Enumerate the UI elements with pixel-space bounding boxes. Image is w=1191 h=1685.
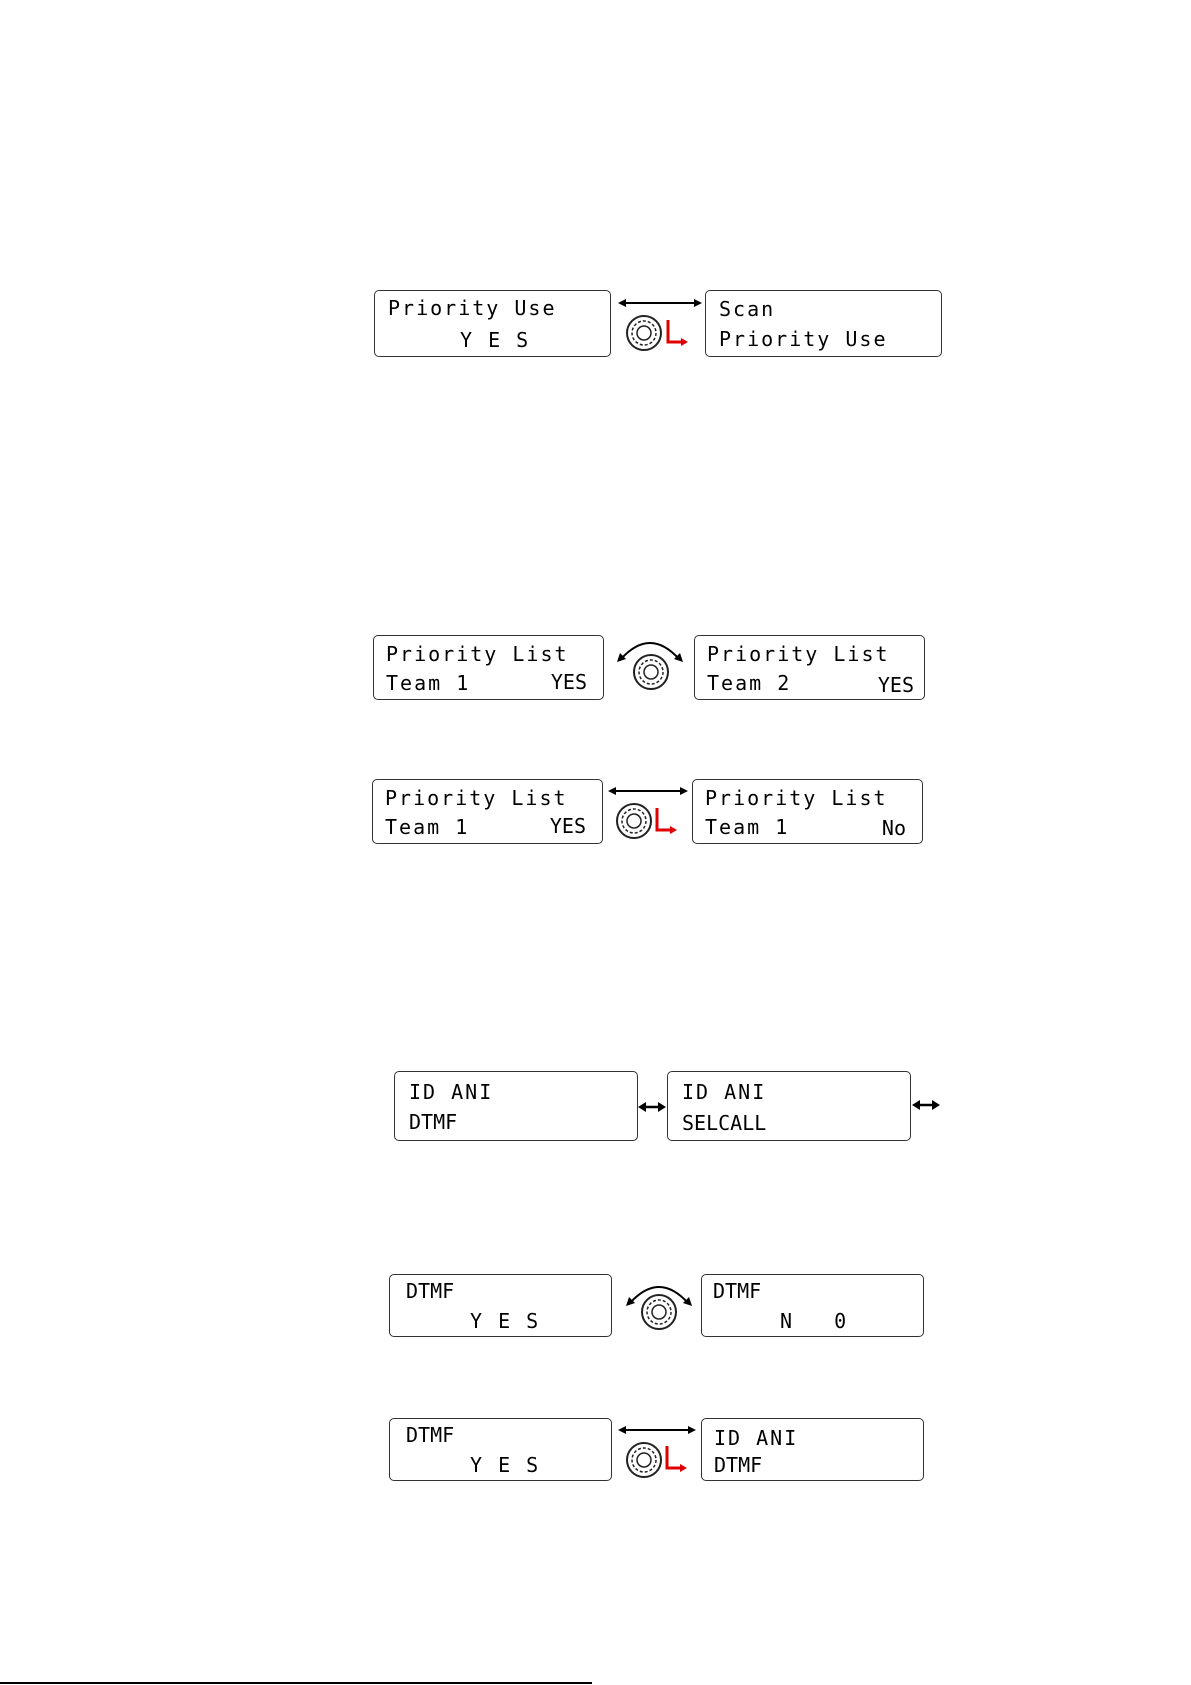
enter-icon (664, 318, 688, 348)
lcd-line1: Priority List (707, 642, 890, 666)
lcd-priority-use-yes (374, 290, 611, 357)
lcd-line2: SELCALL (682, 1111, 767, 1135)
double-arrow-icon (912, 1098, 940, 1112)
double-arrow-icon (618, 296, 702, 310)
lcd-id-ani-dtmf (394, 1071, 638, 1141)
double-arrow-icon (638, 1100, 666, 1114)
lcd-dtmf-yes (389, 1274, 612, 1337)
footnote-rule (0, 1682, 592, 1684)
lcd-line1: DTMF (406, 1279, 455, 1303)
lcd-line2: Priority Use (719, 327, 888, 351)
lcd-scan-priority-use (705, 290, 942, 357)
lcd-dtmf-no (701, 1274, 924, 1337)
lcd-line2: Team 1 (386, 671, 471, 695)
lcd-line2: Team 1 (385, 815, 470, 839)
knob-icon (640, 1293, 678, 1331)
lcd-value: YES (877, 673, 914, 697)
double-arrow-icon (608, 784, 688, 798)
lcd-priority-list-team1-yes (373, 635, 604, 700)
lcd-dtmf-yes (389, 1418, 612, 1481)
knob-icon (615, 802, 653, 840)
lcd-line2: DTMF (714, 1453, 763, 1477)
enter-icon (653, 806, 677, 836)
lcd-line1: Priority Use (388, 296, 557, 320)
lcd-priority-list-team1-no (692, 779, 923, 844)
knob-icon (625, 1441, 663, 1479)
lcd-line2: N 0 (780, 1309, 853, 1333)
lcd-line1: DTMF (713, 1279, 762, 1303)
lcd-line2: DTMF (409, 1110, 458, 1134)
lcd-line1: ID ANI (682, 1080, 767, 1104)
lcd-line1: Priority List (705, 786, 888, 810)
lcd-value: YES (550, 670, 587, 694)
knob-icon (625, 314, 663, 352)
lcd-line1: ID ANI (714, 1426, 799, 1450)
double-arrow-icon (618, 1423, 696, 1437)
lcd-line1: Scan (719, 297, 776, 321)
lcd-line2: Team 2 (707, 671, 792, 695)
enter-icon (663, 1444, 687, 1474)
lcd-value: No (881, 816, 906, 840)
lcd-id-ani-dtmf (701, 1418, 924, 1481)
lcd-line1: ID ANI (409, 1080, 494, 1104)
lcd-value: YES (549, 814, 586, 838)
lcd-priority-list-team2-yes (694, 635, 925, 700)
lcd-line1: DTMF (406, 1423, 455, 1447)
lcd-priority-list-team1-yes (372, 779, 603, 844)
lcd-line2: Y E S (460, 328, 531, 352)
lcd-line1: Priority List (385, 786, 568, 810)
lcd-line2: Y E S (470, 1309, 541, 1333)
lcd-id-ani-selcall (667, 1071, 911, 1141)
lcd-line2: Team 1 (705, 815, 790, 839)
lcd-line2: Y E S (470, 1453, 541, 1477)
lcd-line1: Priority List (386, 642, 569, 666)
knob-icon (632, 653, 670, 691)
